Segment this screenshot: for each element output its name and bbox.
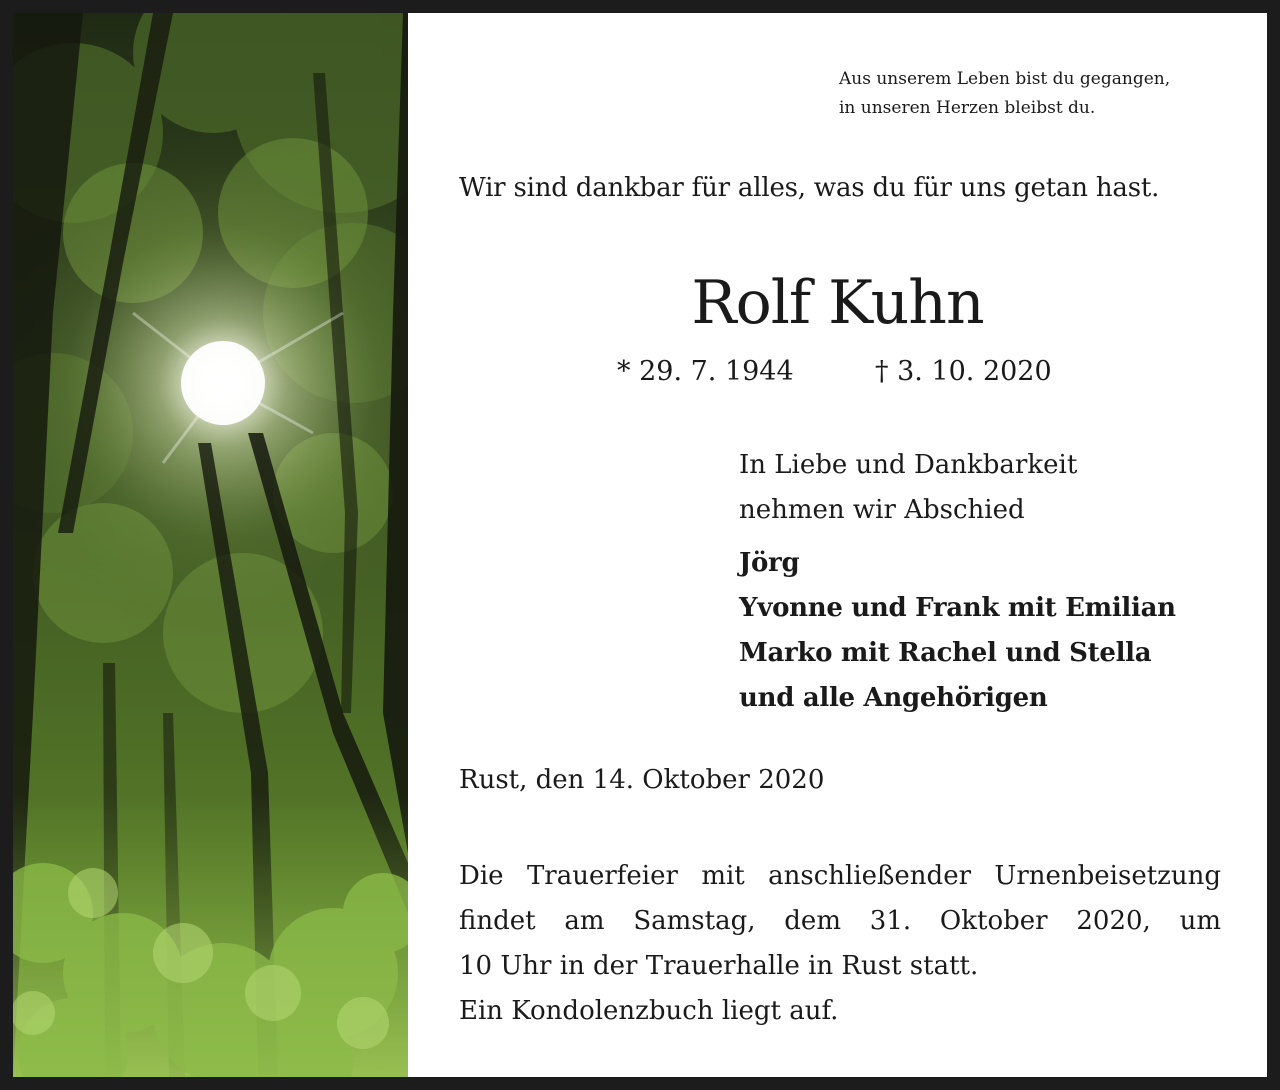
farewell-text	[739, 443, 1077, 533]
deceased-name: Rolf Kuhn	[691, 268, 984, 338]
birth-date: * 29. 7. 1944	[617, 356, 794, 387]
farewell-line-1: In Liebe und Dankbarkeit	[739, 450, 1078, 480]
motto-line-1: Aus unserem Leben bist du gegangen,	[839, 69, 1171, 89]
mourner-name: Jörg	[739, 548, 800, 578]
death-date: † 3. 10. 2020	[875, 356, 1052, 387]
farewell-line-2: nehmen wir Abschied	[739, 495, 1025, 525]
motto-line-2: in unseren Herzen bleibst du.	[839, 98, 1096, 118]
forest-illustration	[13, 13, 408, 1077]
forest-sunlight-photo	[13, 13, 408, 1077]
ceremony-info	[459, 854, 1221, 1034]
thanks-line: Wir sind dankbar für alles, was du für uns getan hast.	[459, 173, 1160, 203]
motto-quote	[839, 65, 1170, 123]
obituary-text-panel	[408, 13, 1267, 1077]
ceremony-line-1: Die Trauerfeier mit anschließender Urnenbeisetzung	[459, 861, 1221, 891]
place-and-date: Rust, den 14. Oktober 2020	[459, 765, 825, 795]
ceremony-line-3: 10 Uhr in der Trauerhalle in Rust statt.	[459, 951, 979, 981]
mourner-name: und alle Angehörigen	[739, 683, 1048, 713]
mourners-list	[739, 541, 1176, 721]
ceremony-line-4: Ein Kondolenzbuch liegt auf.	[459, 996, 839, 1026]
ceremony-line-2: findet am Samstag, dem 31. Oktober 2020, um	[459, 906, 1221, 936]
mourner-name: Marko mit Rachel und Stella	[739, 638, 1152, 668]
mourner-name: Yvonne und Frank mit Emilian	[739, 593, 1176, 623]
